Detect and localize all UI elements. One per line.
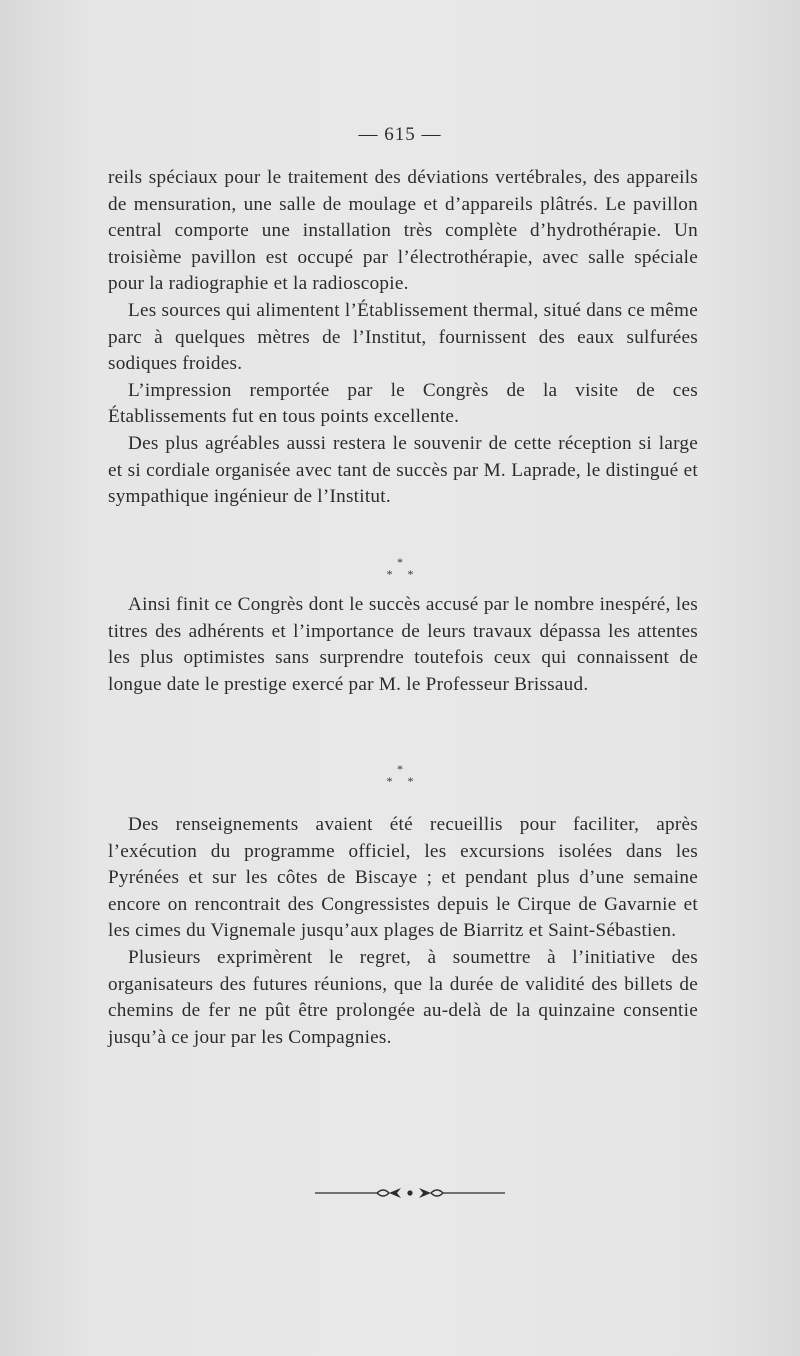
paragraph: Les sources qui alimentent l’Établissement thermal, situé dans ce même parc à quelques mètres de l’Institut, fournissent des eaux sulfurées sodiques froides.	[108, 299, 698, 375]
paragraph: Des plus agréables aussi restera le souvenir de cette réception si large et si cordiale organisée avec tant de succès par M. Laprade, le distingué et sympathique ingénieur de l’Institut.	[108, 432, 698, 508]
text-block-institute	[108, 165, 698, 511]
text-block-conclusion	[108, 592, 698, 698]
asterism-divider	[0, 556, 800, 580]
asterism-top-star: *	[397, 555, 403, 569]
asterism-bottom-stars: * *	[386, 774, 420, 788]
asterism-top-star: *	[397, 762, 403, 776]
page-number: — 615 —	[358, 124, 442, 145]
paragraph: reils spéciaux pour le traitement des déviations vertébrales, des appareils de mensuration, une salle de moulage et d’appareils plâtrés. Le pavillon central comporte une installation très complète d’hydrothérapie. Un troisième pavillon est occupé par l’électrothérapie, avec salle spéciale pour la radiographie et la radioscopie.	[108, 167, 698, 295]
paragraph: Plusieurs exprimèrent le regret, à soumettre à l’initiative des organisateurs des futures réunions, que la durée de validité des billets de chemins de fer ne pût être prolongée au-delà de la quinzaine consentie jusqu’à ce jour par les Compagnies.	[108, 946, 698, 1048]
text-block-excursions	[108, 812, 698, 1051]
paragraph: Ainsi finit ce Congrès dont le succès accusé par le nombre inespéré, les titres des adhérents et l’importance de leurs travaux dépassa les attentes les plus optimistes sans surprendre toutefois ceux qui connaissent de longue date le prestige exercé par M. le Professeur Brissaud.	[108, 594, 698, 695]
asterism-bottom-stars: * *	[386, 567, 420, 581]
paragraph: L’impression remportée par le Congrès de la visite de ces Établissements fut en tous points excellente.	[108, 379, 698, 428]
asterism-divider	[0, 763, 800, 787]
paragraph: Des renseignements avaient été recueillis pour faciliter, après l’exécution du programme officiel, les excursions isolées dans les Pyrénées et sur les côtes de Biscaye ; et pendant plus d’une semaine encore on rencontrait des Congressistes depuis le Cirque de Gavarnie et les cimes du Vignemale jusqu’aux plages de Biarritz et Saint-Sébastien.	[108, 814, 698, 942]
fleuron-ornament-icon	[315, 1183, 505, 1203]
